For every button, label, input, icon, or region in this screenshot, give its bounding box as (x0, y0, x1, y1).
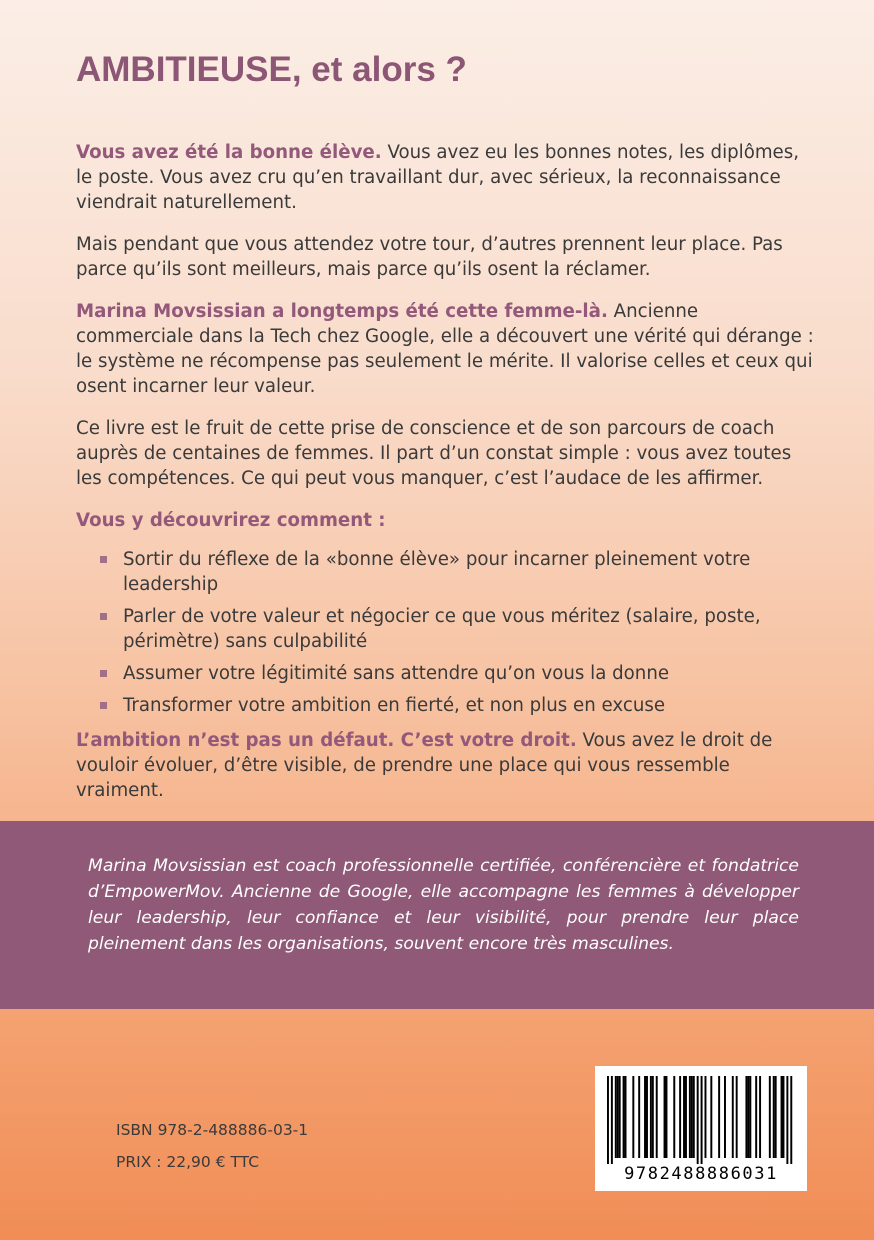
barcode-bar (732, 1076, 734, 1158)
barcode-bar (755, 1076, 757, 1158)
list-item (76, 661, 816, 686)
barcode-bar (611, 1076, 613, 1164)
barcode (595, 1066, 807, 1191)
barcode-bar (749, 1076, 751, 1158)
list-item-text: Sortir du réflexe de la «bonne élève» pour incarner pleinement votre leadership (123, 549, 751, 595)
back-cover-text (76, 140, 816, 862)
barcode-bar (638, 1076, 640, 1158)
barcode-bar (790, 1076, 792, 1164)
barcode-bar (650, 1076, 652, 1158)
barcode-bar (632, 1076, 634, 1158)
paragraph-2: Mais pendant que vous attendez votre tour, d’autres prennent leur place. Pas parce qu’ils sont meilleurs, mais parce qu’ils osent la réclamer. (76, 234, 783, 280)
paragraph-4: Ce livre est le fruit de cette prise de conscience et de son parcours de coach auprès de centaines de femmes. Il part d’un constat simple : vous avez toutes les compétences. Ce qui peut vous manquer, c’est l’audace de les affirmer. (76, 418, 792, 489)
barcode-graphic (595, 1066, 807, 1191)
discover-list (76, 547, 816, 718)
p3-body: Ancienne commerciale dans la Tech chez Google, elle a découvert une vérité qui dérange : le système ne récompense pas seulement le mérite. Il valorise celles et ceux qui osent incarner leur valeur. (76, 301, 814, 397)
barcode-bar (673, 1076, 675, 1158)
barcode-bar (679, 1076, 681, 1158)
title-rest: , et alors ? (291, 50, 467, 89)
list-item-text: Assumer votre légitimité sans attendre qu’on vous la donne (123, 663, 670, 684)
list-item-text: Parler de votre valeur et négocier ce que vous méritez (salaire, poste, périmètre) sans culpabilité (123, 606, 761, 652)
barcode-bar (769, 1076, 771, 1158)
barcode-bar (685, 1076, 687, 1158)
square-bullet-icon (100, 702, 107, 709)
barcode-bar (697, 1076, 699, 1164)
list-item (76, 547, 816, 597)
barcode-bar (693, 1076, 695, 1158)
barcode-bar (781, 1076, 783, 1158)
square-bullet-icon (100, 613, 107, 620)
author-bio: Marina Movsissian est coach professionnelle certifiée, conférencière et fondatrice d’EmpowerMov. Ancienne de Google, elle accompagne les femmes à développer leur leadership, leur confiance et leur visibilité, pour prendre leur place pleinement dans les organisations, souvent encore très masculines. (88, 856, 799, 954)
list-item (76, 693, 816, 718)
p5-lead: L’ambition n’est pas un défaut. C’est votre droit. (76, 730, 577, 751)
barcode-bar (652, 1076, 654, 1158)
barcode-bar (644, 1076, 646, 1158)
barcode-bar (701, 1076, 703, 1164)
barcode-bar (691, 1076, 693, 1158)
barcode-bar (705, 1076, 707, 1158)
barcode-bar (736, 1076, 738, 1158)
barcode-bar (617, 1076, 619, 1158)
paragraph-5 (76, 728, 816, 803)
barcode-bar (775, 1076, 777, 1158)
barcode-bar (710, 1076, 712, 1158)
isbn-text: ISBN 978-2-488886-03-1 (116, 1121, 309, 1139)
barcode-bar (683, 1076, 685, 1158)
square-bullet-icon (100, 556, 107, 563)
p3-lead: Marina Movsissian a longtemps été cette femme-là. (76, 301, 608, 322)
barcode-bar (718, 1076, 720, 1158)
barcode-bar (745, 1076, 747, 1158)
barcode-bar (615, 1076, 617, 1158)
barcode-bar (646, 1076, 648, 1158)
barcode-bar (664, 1076, 666, 1158)
barcode-bar (759, 1076, 761, 1158)
barcode-bar (773, 1076, 775, 1158)
list-item (76, 604, 816, 654)
barcode-bar (747, 1076, 749, 1158)
list-item-text: Transformer votre ambition en fierté, et non plus en excuse (123, 695, 666, 716)
barcode-bar (666, 1076, 668, 1158)
barcode-bar (619, 1076, 621, 1158)
price-text: PRIX : 22,90 € TTC (116, 1153, 260, 1171)
barcode-bar (786, 1076, 788, 1164)
intro-paragraph (76, 140, 816, 215)
intro-lead: Vous avez été la bonne élève. (76, 142, 382, 163)
barcode-bar (625, 1076, 627, 1158)
barcode-digits: 9782488886031 (624, 1164, 778, 1184)
title-main: AMBITIEUSE (76, 50, 292, 89)
discover-heading: Vous y découvrirez comment : (76, 510, 386, 531)
intro-body: Vous avez eu les bonnes notes, les diplômes, le poste. Vous avez cru qu’en travaillant dur, avec sérieux, la reconnaissance viendrait naturellement. (76, 142, 800, 213)
barcode-bar (724, 1076, 726, 1158)
barcode-bar (656, 1076, 658, 1158)
author-bio-band (0, 821, 874, 1009)
paragraph-3 (76, 299, 816, 399)
barcode-bar (607, 1076, 609, 1164)
barcode-bar (689, 1076, 691, 1158)
book-title (76, 50, 467, 90)
barcode-bar (783, 1076, 785, 1158)
barcode-bar (623, 1076, 625, 1158)
square-bullet-icon (100, 670, 107, 677)
p5-body: Vous avez le droit de vouloir évoluer, d’être visible, de prendre une place qui vous ressemble vraiment. (76, 730, 773, 801)
